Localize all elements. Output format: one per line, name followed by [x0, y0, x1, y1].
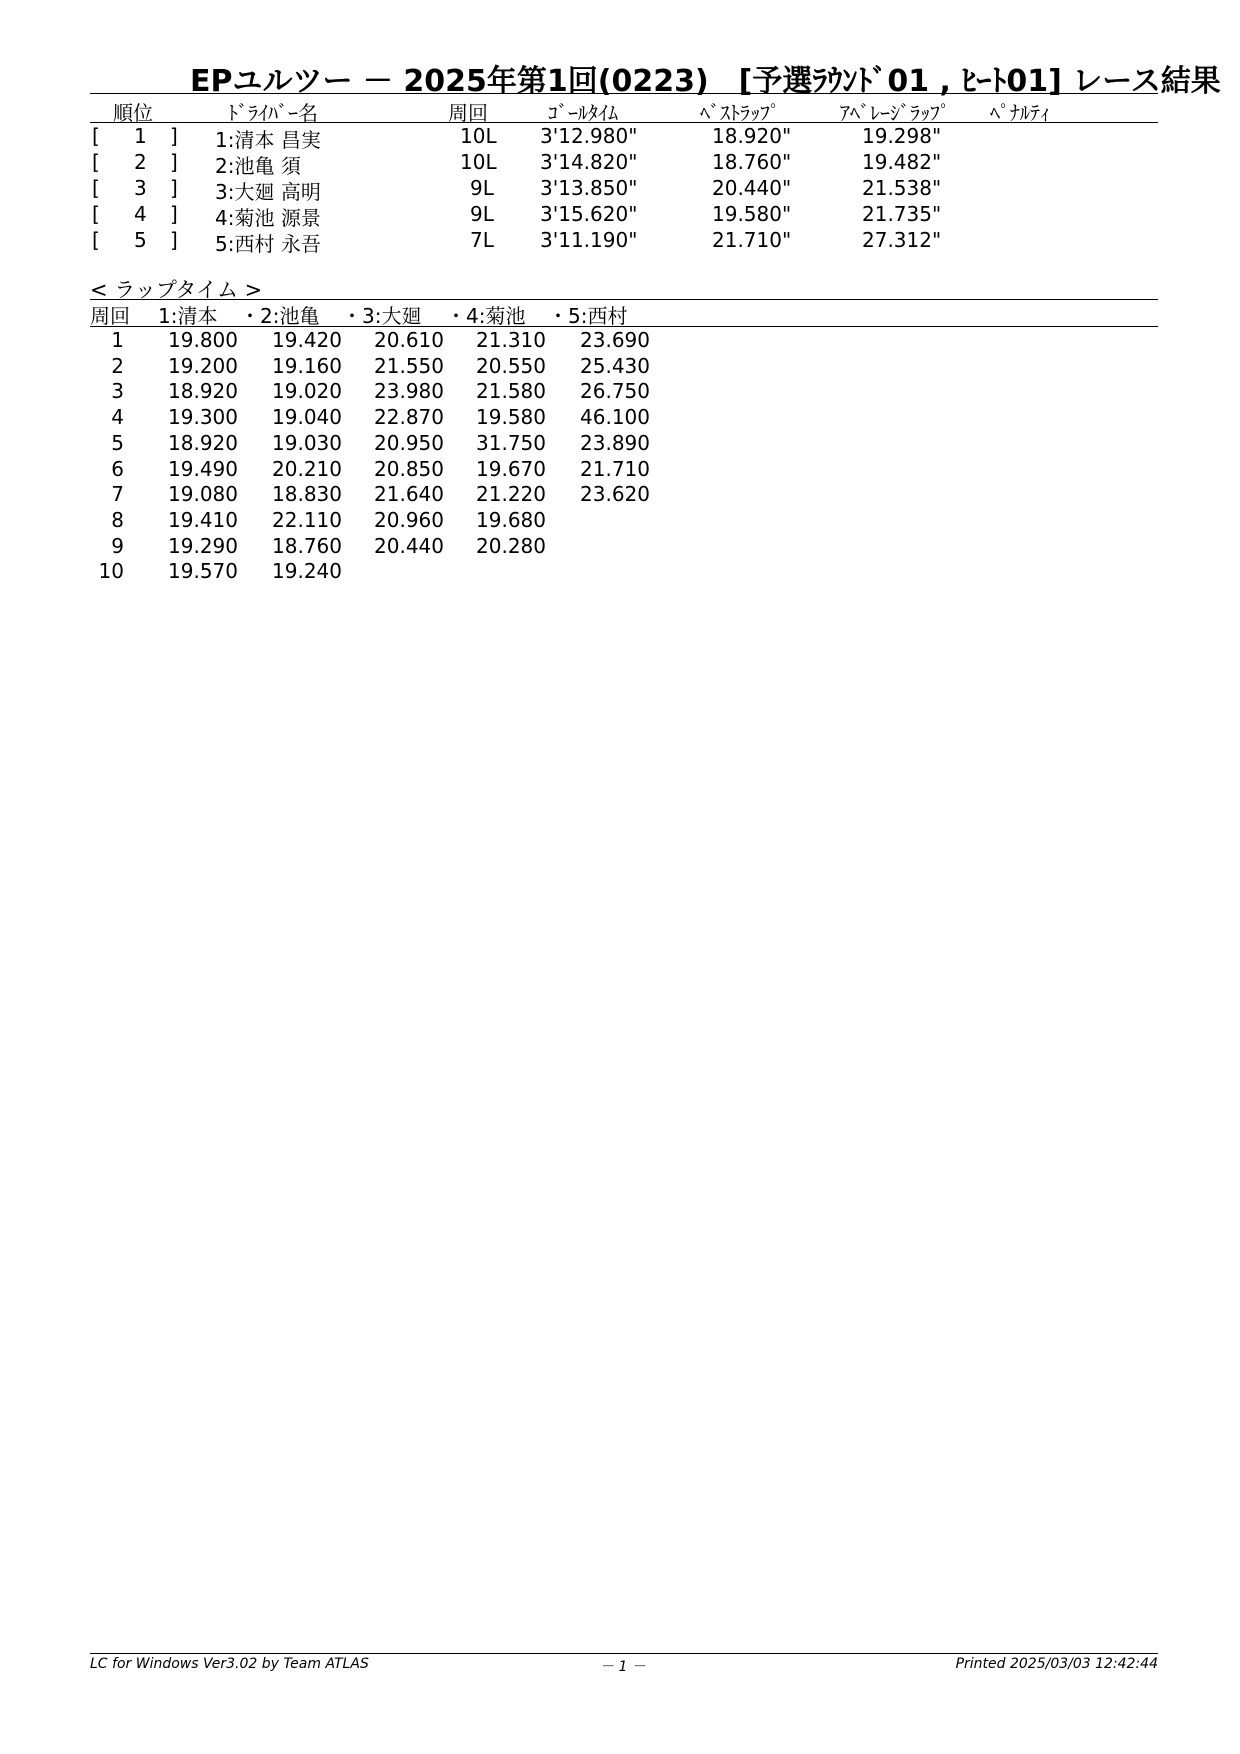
lap-number: 7	[111, 482, 124, 507]
lap-number: 3	[111, 379, 124, 404]
lap-time-driver-5: 26.750	[580, 379, 650, 404]
lap-time-driver-1: 19.290	[168, 533, 238, 558]
lap-time-driver-3: 20.950	[374, 430, 444, 455]
rank-value: 5	[134, 228, 147, 252]
best-lap: 20.440"	[712, 176, 792, 200]
col-header-goal-time: ｺﾞｰﾙﾀｲﾑ	[548, 101, 618, 125]
lap-row	[0, 328, 1240, 354]
lap-time-driver-1: 19.570	[168, 559, 238, 584]
lap-time-driver-4: 19.670	[476, 456, 546, 481]
lap-time-driver-3: 20.960	[374, 507, 444, 532]
footer-page-number: － 1 －	[600, 1659, 646, 1675]
lap-time-driver-5: 23.690	[580, 328, 650, 352]
lap-time-driver-1: 19.410	[168, 507, 238, 532]
driver-name: 5:西村 永吾	[215, 232, 321, 256]
goal-time: 3'13.850"	[540, 176, 638, 200]
footer-software: LC for Windows Ver3.02 by Team ATLAS	[90, 1656, 369, 1672]
rank-value: 3	[134, 176, 147, 200]
result-row	[0, 176, 1240, 202]
lap-header-driver-2: ・2:池亀	[240, 304, 320, 328]
driver-name: 1:清本 昌実	[215, 128, 321, 152]
goal-time: 3'14.820"	[540, 150, 638, 174]
lap-time-driver-2: 19.420	[272, 328, 342, 352]
average-lap: 19.482"	[862, 150, 942, 174]
col-header-rank: 順位	[113, 101, 153, 125]
rank-open-bracket: [	[92, 124, 100, 148]
lap-time-driver-2: 19.160	[272, 353, 342, 378]
page-title: EPユルツー － 2025年第1回(0223) [予選ﾗｳﾝﾄﾞ01 , ﾋｰﾄ01] レース結果	[190, 64, 1221, 99]
rank-open-bracket: [	[92, 150, 100, 174]
lap-number: 1	[111, 328, 124, 352]
lap-row	[0, 354, 1240, 380]
lap-row	[0, 457, 1240, 483]
lap-time-driver-3: 20.440	[374, 533, 444, 558]
lap-number: 2	[111, 353, 124, 378]
rank-open-bracket: [	[92, 228, 100, 252]
driver-name: 2:池亀 須	[215, 154, 301, 178]
lap-time-driver-2: 18.760	[272, 533, 342, 558]
lap-row	[0, 482, 1240, 508]
lap-time-driver-4: 21.580	[476, 379, 546, 404]
lap-time-driver-1: 19.490	[168, 456, 238, 481]
lap-time-driver-3: 22.870	[374, 405, 444, 430]
lap-time-driver-4: 19.680	[476, 507, 546, 532]
lap-time-driver-4: 19.580	[476, 405, 546, 430]
lap-time-driver-1: 19.200	[168, 353, 238, 378]
lap-time-driver-3: 21.640	[374, 482, 444, 507]
lap-time-driver-4: 20.280	[476, 533, 546, 558]
lap-number: 5	[111, 430, 124, 455]
rank-open-bracket: [	[92, 202, 100, 226]
lap-time-driver-1: 19.080	[168, 482, 238, 507]
lap-count: 10L	[460, 124, 497, 148]
rank-close-bracket: ]	[170, 228, 178, 252]
lap-time-driver-3: 21.550	[374, 353, 444, 378]
lap-number: 6	[111, 456, 124, 481]
lap-header-lap: 周回	[90, 304, 130, 328]
rank-value: 4	[134, 202, 147, 226]
lap-time-driver-3: 20.610	[374, 328, 444, 352]
lap-header-underline	[90, 326, 1158, 327]
lap-time-driver-5: 21.710	[580, 456, 650, 481]
lap-count: 7L	[470, 228, 494, 252]
lap-header-driver-4: ・4:菊池	[446, 304, 526, 328]
lap-row	[0, 508, 1240, 534]
footer-printed-date: Printed 2025/03/03 12:42:44	[955, 1656, 1158, 1672]
title-underline	[90, 93, 1158, 94]
lap-time-driver-5: 25.430	[580, 353, 650, 378]
result-row	[0, 124, 1240, 150]
lap-header-overline	[90, 299, 1158, 300]
lap-time-driver-2: 22.110	[272, 507, 342, 532]
lap-row	[0, 559, 1240, 585]
lap-row	[0, 405, 1240, 431]
lap-header-driver-3: ・3:大廻	[342, 304, 422, 328]
rank-close-bracket: ]	[170, 202, 178, 226]
average-lap: 27.312"	[862, 228, 942, 252]
goal-time: 3'15.620"	[540, 202, 638, 226]
lap-row	[0, 534, 1240, 560]
col-header-average-lap: ｱﾍﾞﾚｰｼﾞﾗｯﾌﾟ	[840, 101, 950, 125]
lap-number: 8	[111, 507, 124, 532]
average-lap: 21.735"	[862, 202, 942, 226]
lap-time-driver-4: 21.220	[476, 482, 546, 507]
rank-close-bracket: ]	[170, 124, 178, 148]
col-header-penalty: ﾍﾟﾅﾙﾃｨ	[990, 101, 1050, 125]
lap-time-driver-4: 31.750	[476, 430, 546, 455]
lap-times-section-title: < ラップタイム >	[90, 278, 263, 302]
lap-row	[0, 431, 1240, 457]
lap-time-driver-4: 20.550	[476, 353, 546, 378]
goal-time: 3'12.980"	[540, 124, 638, 148]
lap-time-driver-3: 20.850	[374, 456, 444, 481]
driver-name: 3:大廻 高明	[215, 180, 321, 204]
lap-number: 10	[98, 559, 124, 584]
lap-count: 9L	[470, 176, 494, 200]
lap-time-driver-2: 19.240	[272, 559, 342, 584]
lap-time-driver-1: 19.300	[168, 405, 238, 430]
lap-header-driver-1: 1:清本	[158, 304, 218, 328]
result-row	[0, 150, 1240, 176]
rank-close-bracket: ]	[170, 176, 178, 200]
footer-rule	[90, 1653, 1158, 1654]
lap-time-driver-1: 18.920	[168, 430, 238, 455]
rank-open-bracket: [	[92, 176, 100, 200]
lap-header-driver-5: ・5:西村	[548, 304, 628, 328]
results-header-underline	[90, 122, 1158, 123]
goal-time: 3'11.190"	[540, 228, 638, 252]
average-lap: 21.538"	[862, 176, 942, 200]
lap-row	[0, 379, 1240, 405]
lap-number: 4	[111, 405, 124, 430]
result-row	[0, 202, 1240, 228]
rank-close-bracket: ]	[170, 150, 178, 174]
col-header-driver: ﾄﾞﾗｲﾊﾞｰ名	[228, 101, 318, 125]
col-header-laps: 周回	[448, 101, 488, 125]
best-lap: 21.710"	[712, 228, 792, 252]
lap-time-driver-5: 23.620	[580, 482, 650, 507]
rank-value: 1	[134, 124, 147, 148]
lap-time-driver-5: 23.890	[580, 430, 650, 455]
lap-time-driver-1: 18.920	[168, 379, 238, 404]
lap-count: 9L	[470, 202, 494, 226]
lap-time-driver-4: 21.310	[476, 328, 546, 352]
lap-time-driver-2: 19.040	[272, 405, 342, 430]
driver-name: 4:菊池 源景	[215, 206, 321, 230]
lap-number: 9	[111, 533, 124, 558]
lap-time-driver-2: 20.210	[272, 456, 342, 481]
result-row	[0, 228, 1240, 254]
rank-value: 2	[134, 150, 147, 174]
average-lap: 19.298"	[862, 124, 942, 148]
lap-count: 10L	[460, 150, 497, 174]
best-lap: 18.760"	[712, 150, 792, 174]
lap-time-driver-2: 19.030	[272, 430, 342, 455]
lap-time-driver-3: 23.980	[374, 379, 444, 404]
lap-time-driver-2: 19.020	[272, 379, 342, 404]
lap-time-driver-1: 19.800	[168, 328, 238, 352]
best-lap: 19.580"	[712, 202, 792, 226]
lap-time-driver-2: 18.830	[272, 482, 342, 507]
col-header-best-lap: ﾍﾞｽﾄﾗｯﾌﾟ	[700, 101, 780, 125]
best-lap: 18.920"	[712, 124, 792, 148]
lap-time-driver-5: 46.100	[580, 405, 650, 430]
